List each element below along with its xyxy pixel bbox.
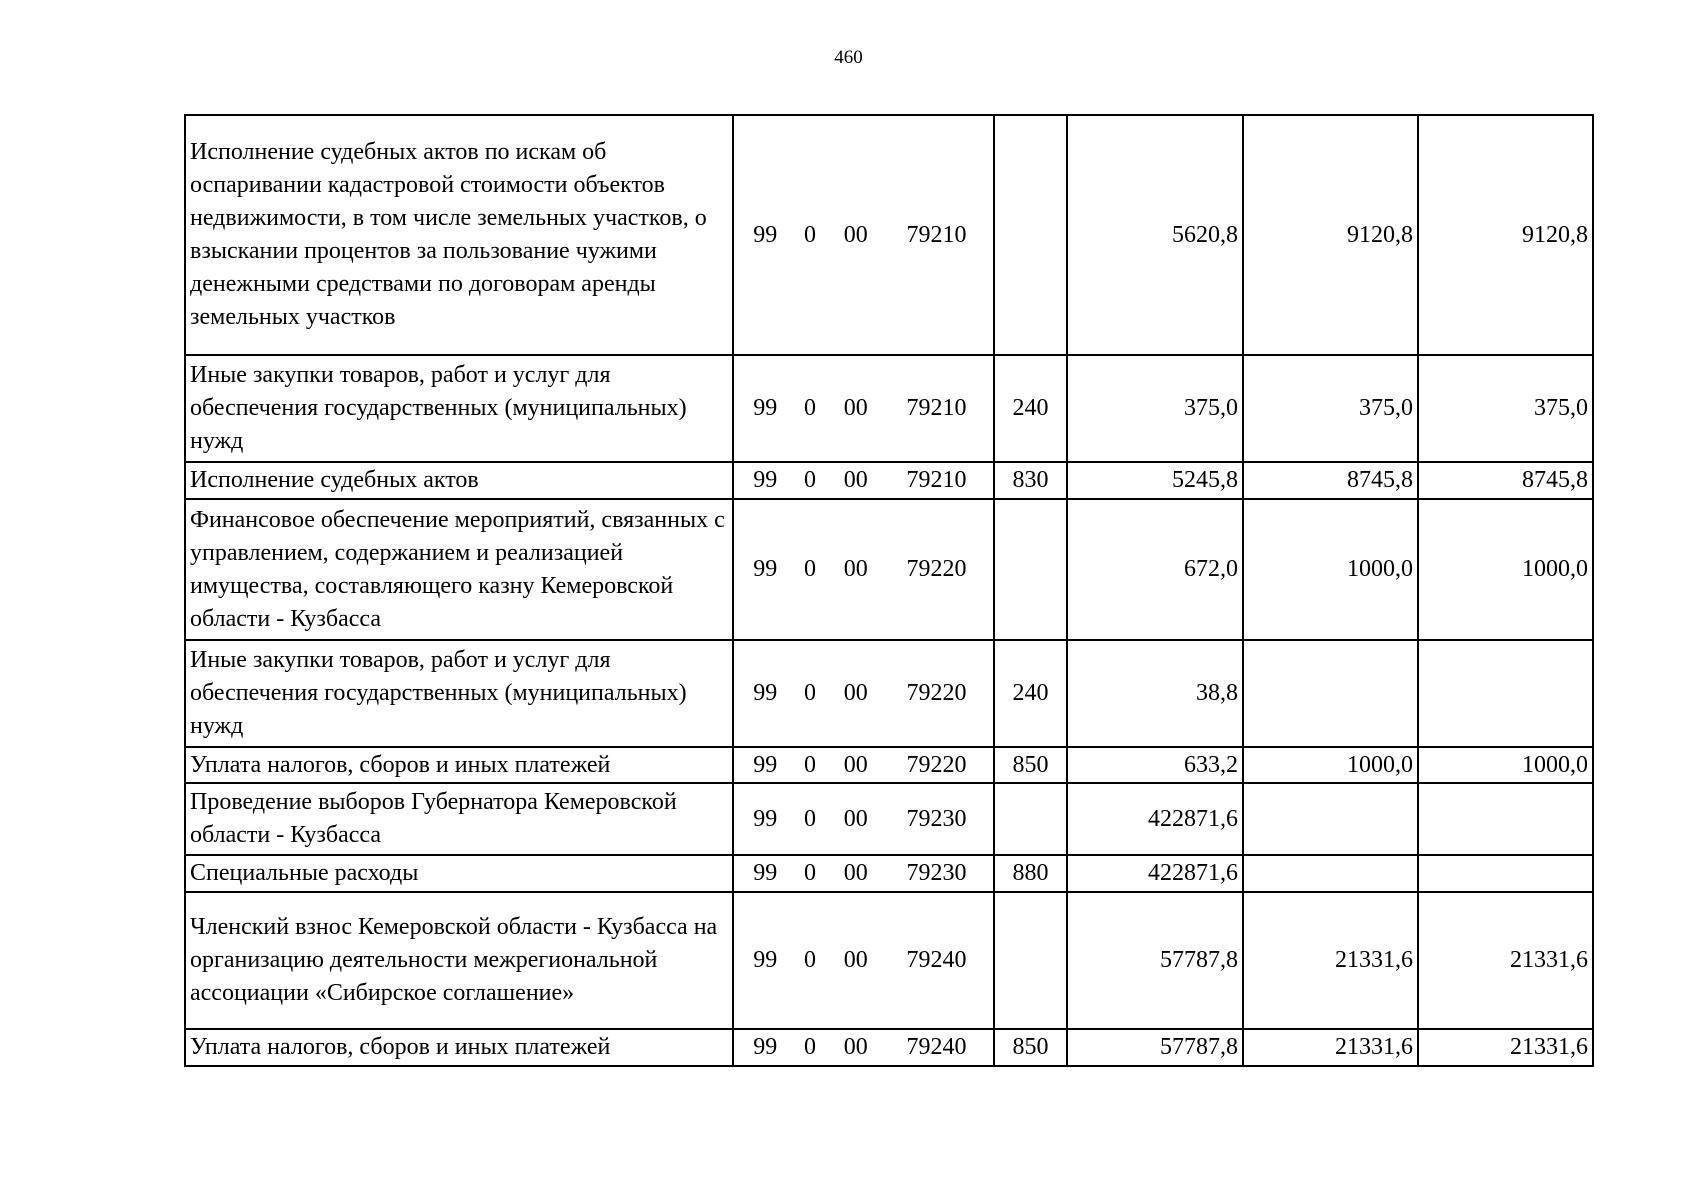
code-part: 99 [753,556,778,582]
table-row [185,892,1593,1029]
code-part: 79230 [906,805,967,832]
row-name: Проведение выборов Губернатора Кемеровской области - Кузбасса [185,783,733,855]
row-name: Уплата налогов, сборов и иных платежей [185,747,733,783]
table-row [185,1029,1593,1066]
code-part: 00 [843,221,868,248]
row-code [733,783,994,855]
row-name: Членский взнос Кемеровской области - Кузбасса на организацию деятельности межрегиональной ассоциации «Сибирское соглашение» [185,892,733,1029]
code-part: 0 [803,680,816,706]
table-row [185,855,1593,892]
code-part: 99 [753,751,778,778]
row-code [733,640,994,747]
code-part: 00 [843,556,868,582]
table-row [185,640,1593,747]
row-expense-type: 830 [994,462,1067,499]
row-value-1: 672,0 [1067,499,1243,640]
code-part: 00 [843,751,868,778]
code-part: 99 [753,395,778,421]
row-value-1: 633,2 [1067,747,1243,783]
code-part: 00 [843,467,868,493]
row-code [733,115,994,355]
row-code [733,892,994,1029]
code-part: 99 [753,1034,778,1060]
row-expense-type [994,783,1067,855]
code-part: 99 [753,221,778,248]
row-value-3: 21331,6 [1418,1029,1593,1066]
row-expense-type [994,115,1067,355]
code-part: 79240 [906,947,967,973]
row-value-1: 5245,8 [1067,462,1243,499]
row-expense-type [994,499,1067,640]
code-part: 0 [803,860,816,886]
row-value-2: 8745,8 [1243,462,1418,499]
code-part: 79230 [906,860,967,886]
row-value-3: 1000,0 [1418,499,1593,640]
row-value-1: 422871,6 [1067,783,1243,855]
row-expense-type: 880 [994,855,1067,892]
row-code [733,355,994,462]
table-row [185,115,1593,355]
row-name: Исполнение судебных актов по искам об оспаривании кадастровой стоимости объектов недвижимости, в том числе земельных участков, о взыскании процентов за пользование чужими денежными средствами по договорам аренды земельных участков [185,115,733,355]
row-expense-type: 850 [994,747,1067,783]
code-part: 0 [803,556,816,582]
code-part: 00 [843,860,868,886]
row-value-3: 9120,8 [1418,115,1593,355]
code-part: 99 [753,805,778,832]
code-part: 00 [843,805,868,832]
row-expense-type: 850 [994,1029,1067,1066]
budget-table [184,114,1594,1067]
code-part: 0 [803,395,816,421]
code-part: 99 [753,860,778,886]
row-value-1: 5620,8 [1067,115,1243,355]
table-row [185,783,1593,855]
row-expense-type: 240 [994,355,1067,462]
row-value-3 [1418,855,1593,892]
row-name: Уплата налогов, сборов и иных платежей [185,1029,733,1066]
code-part: 00 [843,947,868,973]
row-value-1: 57787,8 [1067,892,1243,1029]
row-value-3: 21331,6 [1418,892,1593,1029]
code-part: 0 [803,221,816,248]
row-name: Специальные расходы [185,855,733,892]
row-value-3: 1000,0 [1418,747,1593,783]
row-value-3: 8745,8 [1418,462,1593,499]
code-part: 0 [803,467,816,493]
row-value-2 [1243,783,1418,855]
code-part: 99 [753,947,778,973]
code-part: 79240 [906,1034,967,1060]
code-part: 0 [803,805,816,832]
row-code [733,462,994,499]
table-row [185,499,1593,640]
row-code [733,855,994,892]
row-expense-type [994,892,1067,1029]
code-part: 00 [843,680,868,706]
code-part: 0 [803,947,816,973]
row-value-2: 21331,6 [1243,1029,1418,1066]
row-value-3 [1418,640,1593,747]
row-code [733,499,994,640]
row-value-1: 375,0 [1067,355,1243,462]
row-value-2: 375,0 [1243,355,1418,462]
page-number: 460 [834,47,863,68]
row-value-2: 21331,6 [1243,892,1418,1029]
row-name: Исполнение судебных актов [185,462,733,499]
code-part: 79210 [906,221,967,248]
row-code [733,747,994,783]
row-value-1: 57787,8 [1067,1029,1243,1066]
code-part: 79210 [906,395,967,421]
row-value-1: 38,8 [1067,640,1243,747]
code-part: 00 [843,1034,868,1060]
code-part: 79220 [906,680,967,706]
code-part: 99 [753,680,778,706]
row-value-3 [1418,783,1593,855]
row-value-2 [1243,640,1418,747]
code-part: 79220 [906,751,967,778]
table-row [185,462,1593,499]
row-expense-type: 240 [994,640,1067,747]
code-part: 00 [843,395,868,421]
code-part: 79220 [906,556,967,582]
row-value-3: 375,0 [1418,355,1593,462]
row-value-2: 1000,0 [1243,747,1418,783]
row-name: Иные закупки товаров, работ и услуг для обеспечения государственных (муниципальных) нужд [185,355,733,462]
row-value-2: 9120,8 [1243,115,1418,355]
code-part: 99 [753,467,778,493]
code-part: 0 [803,1034,816,1060]
code-part: 79210 [906,467,967,493]
code-part: 0 [803,751,816,778]
row-name: Финансовое обеспечение мероприятий, связанных с управлением, содержанием и реализацией имущества, составляющего казну Кемеровской области - Кузбасса [185,499,733,640]
table-row [185,747,1593,783]
row-name: Иные закупки товаров, работ и услуг для обеспечения государственных (муниципальных) нужд [185,640,733,747]
row-code [733,1029,994,1066]
row-value-1: 422871,6 [1067,855,1243,892]
row-value-2: 1000,0 [1243,499,1418,640]
table-row [185,355,1593,462]
row-value-2 [1243,855,1418,892]
